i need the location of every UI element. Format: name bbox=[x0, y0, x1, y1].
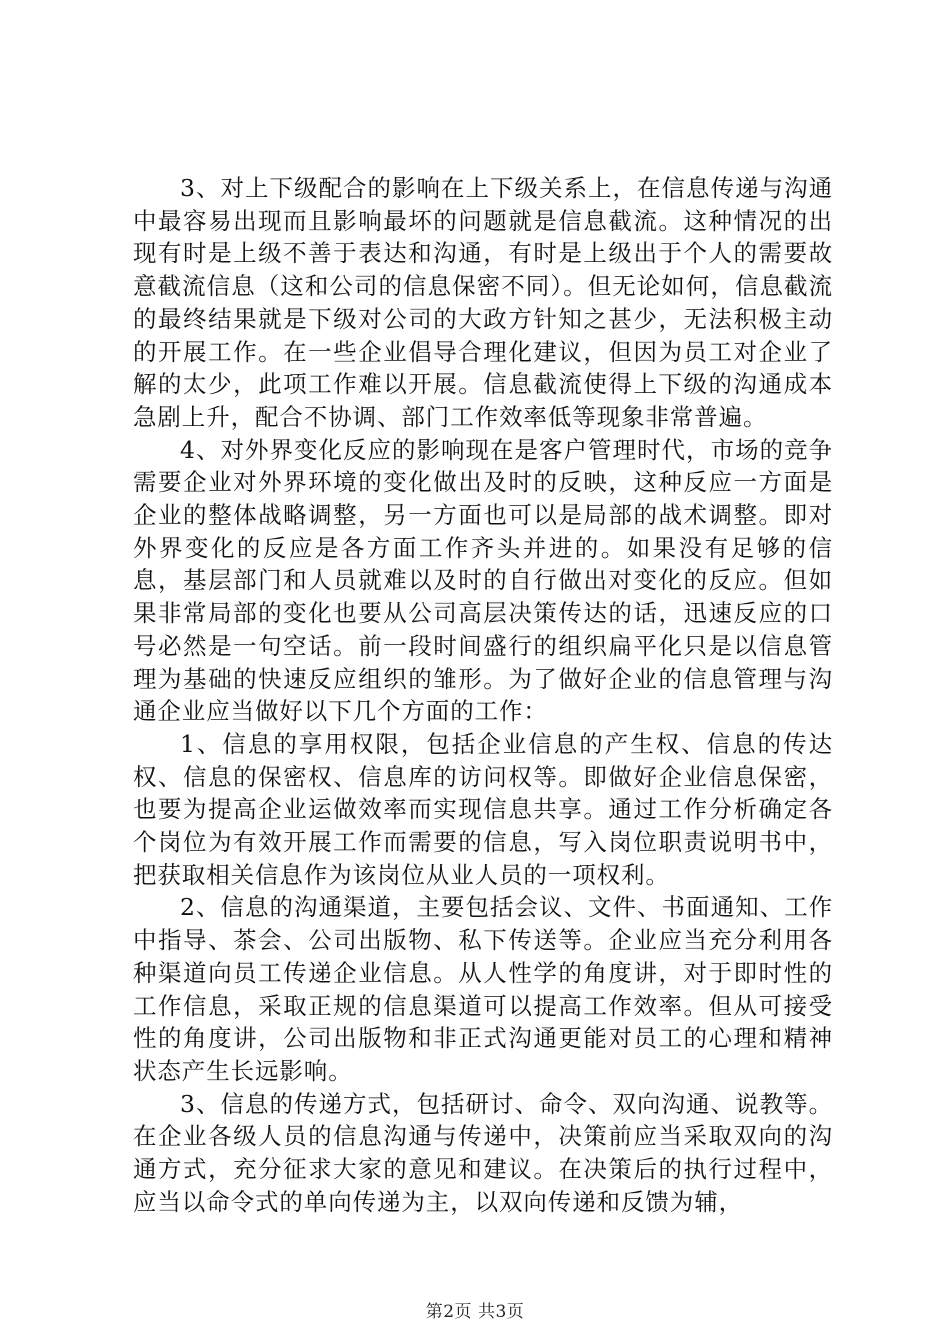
paragraph-access-rights: 1、信息的享用权限，包括企业信息的产生权、信息的传达权、信息的保密权、信息库的访问权等。即做好企业信息保密，也要为提高企业运做效率而实现信息共享。通过工作分析确定各个岗位为有效开展工作而需要的信息，写入岗位职责说明书中，把获取相关信息作为该岗位从业人员的一项权利。 bbox=[133, 729, 833, 889]
paragraph-transfer-methods: 3、信息的传递方式，包括研讨、命令、双向沟通、说教等。在企业各级人员的信息沟通与传递中，决策前应当采取双向的沟通方式，充分征求大家的意见和建议。在决策后的执行过程中，应当以命令式的单向传递为主，以双向传递和反馈为辅， bbox=[133, 1089, 833, 1216]
paragraph-communication-channels: 2、信息的沟通渠道，主要包括会议、文件、书面通知、工作中指导、茶会、公司出版物、私下传送等。企业应当充分利用各种渠道向员工传递企业信息。从人性学的角度讲，对于即时性的工作信息，采取正规的信息渠道可以提高工作效率。但从可接受性的角度讲，公司出版物和非正式沟通更能对员工的心理和精神状态产生长远影响。 bbox=[133, 893, 833, 1085]
paragraph-superior-subordinate: 3、对上下级配合的影响在上下级关系上，在信息传递与沟通中最容易出现而且影响最坏的问题就是信息截流。这种情况的出现有时是上级不善于表达和沟通，有时是上级出于个人的需要故意截流信息（这和公司的信息保密不同）。但无论如何，信息截流的最终结果就是下级对公司的大政方针知之甚少，无法积极主动的开展工作。在一些企业倡导合理化建议，但因为员工对企业了解的太少，此项工作难以开展。信息截流使得上下级的沟通成本急剧上升，配合不协调、部门工作效率低等现象非常普遍。 bbox=[133, 174, 833, 431]
page-number-footer: 第2页 共3页 bbox=[425, 1302, 525, 1322]
paragraph-external-change: 4、对外界变化反应的影响现在是客户管理时代，市场的竞争需要企业对外界环境的变化做出及时的反映，这种反应一方面是企业的整体战略调整，另一方面也可以是局部的战术调整。即对外界变化的反应是各方面工作齐头并进的。如果没有足够的信息，基层部门和人员就难以及时的自行做出对变化的反应。但如果非常局部的变化也要从公司高层决策传达的话，迅速反应的口号必然是一句空话。前一段时间盛行的组织扁平化只是以信息管理为基础的快速反应组织的雏形。为了做好企业的信息管理与沟通企业应当做好以下几个方面的工作： bbox=[133, 435, 833, 726]
document-body bbox=[133, 172, 833, 1219]
